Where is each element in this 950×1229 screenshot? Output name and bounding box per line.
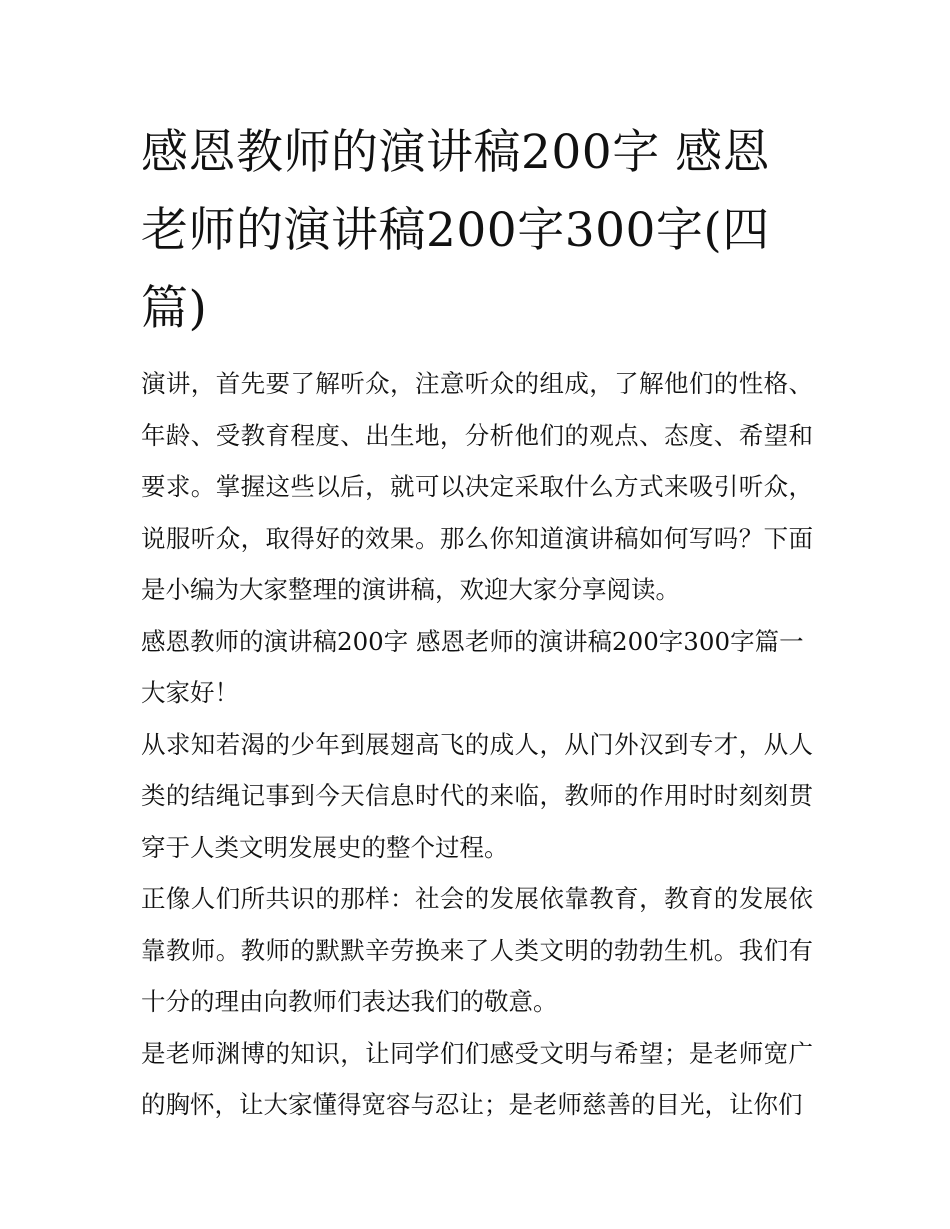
paragraph-intro: 演讲，首先要了解听众，注意听众的组成，了解他们的性格、年龄、受教育程度、出生地，分析他们的观点、态度、希望和要求。掌握这些以后，就可以决定采取什么方式来吸引听众，说服听众，取得好的效果。那么你知道演讲稿如何写吗？下面是小编为大家整理的演讲稿，欢迎大家分享阅读。: [141, 369, 813, 604]
document-title: 感恩教师的演讲稿200字 感恩老师的演讲稿200字300字(四篇): [141, 125, 771, 336]
paragraph-body-1: 从求知若渴的少年到展翅高飞的成人，从门外汉到专才，从人类的结绳记事到今天信息时代的来临，教师的作用时时刻刻贯穿于人类文明发展史的整个过程。: [141, 729, 813, 862]
paragraph-body-3: 是老师渊博的知识，让同学们们感受文明与希望；是老师宽广的胸怀，让大家懂得宽容与忍让；是老师慈善的目光，让你们: [141, 1038, 813, 1119]
title-spacer: [141, 348, 813, 358]
paragraph-section-heading: 感恩教师的演讲稿200字 感恩老师的演讲稿200字300字篇一: [141, 626, 804, 656]
document-content: [141, 114, 813, 1131]
paragraph-greeting: 大家好！: [141, 678, 239, 707]
paragraph-body-2: 正像人们所共识的那样：社会的发展依靠教育，教育的发展依靠教师。教师的默默辛劳换来了人类文明的勃勃生机。我们有十分的理由向教师们表达我们的敬意。: [141, 884, 813, 1016]
